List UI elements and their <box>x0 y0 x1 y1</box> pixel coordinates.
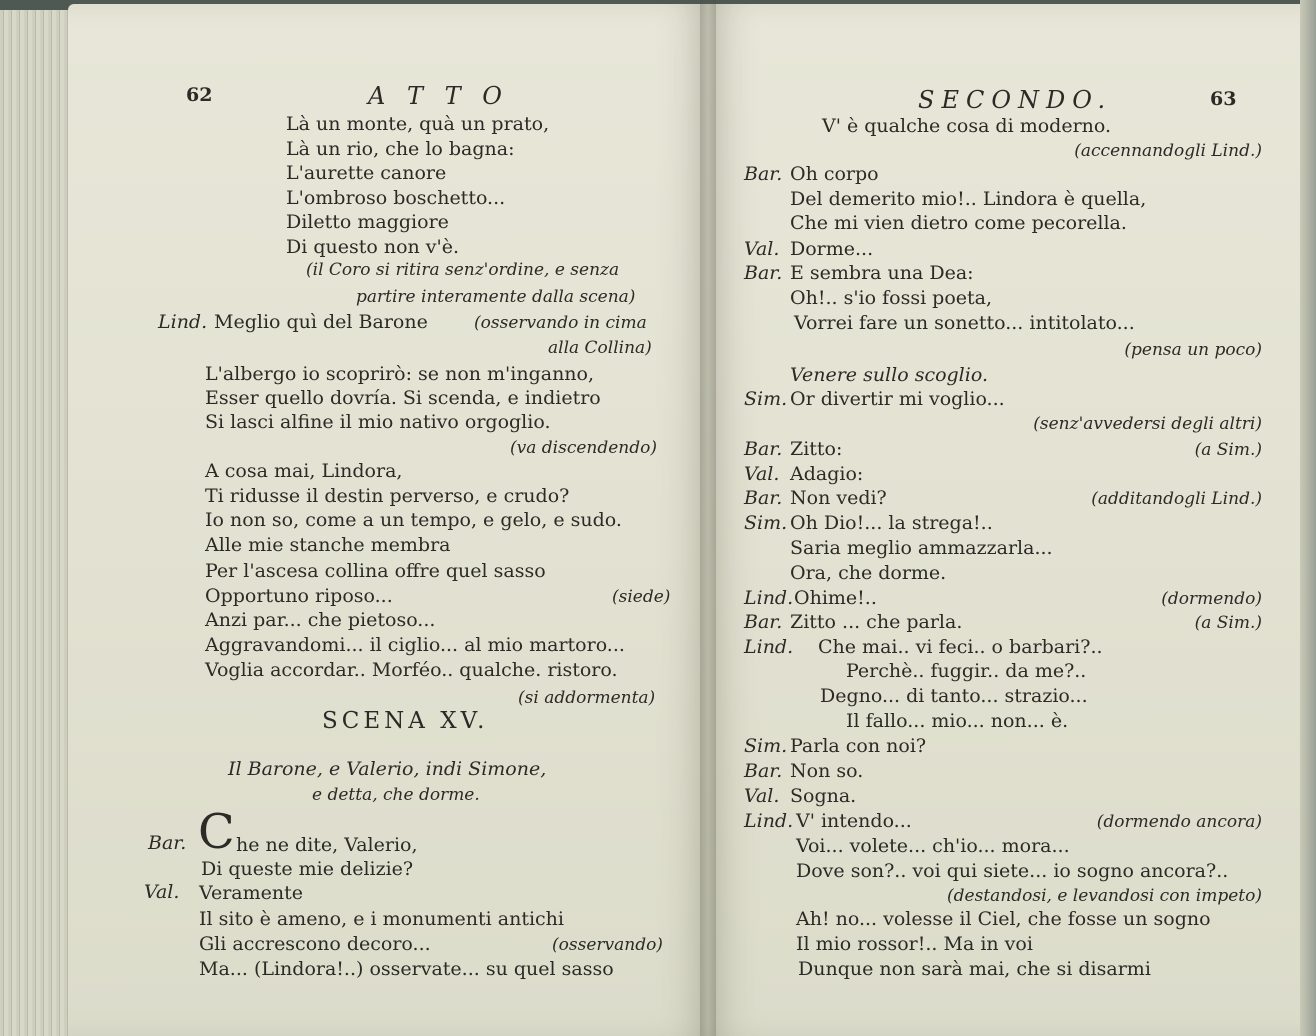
stage-direction: (a Sim.) <box>1194 613 1262 633</box>
stage-direction: (dormendo) <box>1161 589 1262 609</box>
verse-line: Sogna. <box>790 785 857 807</box>
speaker-label: Lind. <box>744 636 794 658</box>
speaker-label: Lind. <box>744 587 794 609</box>
stage-direction: (va discendendo) <box>510 438 657 458</box>
speaker-label: Val. <box>744 785 780 807</box>
speaker-label: Bar. <box>744 163 783 185</box>
speaker-label: Lind. <box>744 810 794 832</box>
stage-direction: (osservando in cima <box>474 313 647 333</box>
verse-line: Che mai.. vi feci.. o barbari?.. <box>818 636 1103 658</box>
verse-line: Non vedi? <box>790 487 887 509</box>
verse-line: Diletto maggiore <box>286 211 449 233</box>
verse-line: Ora, che dorme. <box>790 562 947 584</box>
stage-direction: alla Collina) <box>548 338 652 358</box>
verse-line: Vorrei fare un sonetto... intitolato... <box>794 312 1135 334</box>
verse-line: Voglia accordar.. Morféo.. qualche. ristoro. <box>205 659 618 681</box>
verse-line: Là un monte, quà un prato, <box>286 113 550 135</box>
speaker-label: Bar. <box>148 832 187 854</box>
verse-line: V' intendo... <box>796 810 912 832</box>
verse-line: Che mi vien dietro come pecorella. <box>790 212 1127 234</box>
verse-line: Venere sullo scoglio. <box>790 364 988 386</box>
verse-line: Il fallo... mio... non... è. <box>846 710 1069 732</box>
stage-direction: (il Coro si ritira senz'ordine, e senza <box>306 260 620 280</box>
scene-title: SCENA XV. <box>322 708 489 734</box>
stage-direction: (additandogli Lind.) <box>1091 489 1262 509</box>
right-page-edge <box>1300 0 1316 1036</box>
verse-line: Oh corpo <box>790 163 879 185</box>
speaker-label: Lind. <box>158 311 208 333</box>
verse-line: Ah! no... volesse il Ciel, che fosse un sogno <box>796 908 1211 930</box>
speaker-label: Bar. <box>744 760 783 782</box>
verse-line: Si lasci alfine il mio nativo orgoglio. <box>205 411 551 433</box>
speaker-label: Bar. <box>744 611 783 633</box>
verse-line: Saria meglio ammazzarla... <box>790 537 1053 559</box>
stage-direction: (accennandogli Lind.) <box>1074 141 1262 161</box>
verse-line: Del demerito mio!.. Lindora è quella, <box>790 188 1147 210</box>
verse-line: Gli accrescono decoro... <box>199 933 431 955</box>
verse-line: Dove son?.. voi qui siete... io sogno ancora?.. <box>796 860 1229 882</box>
speaker-label: Bar. <box>744 487 783 509</box>
speaker-label: Val. <box>144 881 180 903</box>
speaker-label: Bar. <box>744 262 783 284</box>
speaker-label: Val. <box>744 463 780 485</box>
speaker-label: Bar. <box>744 438 783 460</box>
stage-direction: (destandosi, e levandosi con impeto) <box>947 886 1262 906</box>
verse-line: Esser quello dovría. Si scenda, e indietro <box>205 387 601 409</box>
verse-line: Zitto ... che parla. <box>790 611 963 633</box>
verse-line: Parla con noi? <box>790 735 927 757</box>
book-gutter <box>700 0 716 1036</box>
verse-line: Veramente <box>199 882 304 904</box>
verse-line: L'albergo io scoprirò: se non m'inganno, <box>205 363 595 385</box>
verse-line: Il mio rossor!.. Ma in voi <box>796 933 1033 955</box>
stage-direction: (a Sim.) <box>1194 440 1262 460</box>
verse-line: Dunque non sarà mai, che si disarmi <box>798 958 1151 980</box>
verse-line: Or divertir mi voglio... <box>790 388 1005 410</box>
scene-cast: e detta, che dorme. <box>312 785 480 805</box>
stage-direction: (siede) <box>612 587 671 607</box>
verse-line: Là un rio, che lo bagna: <box>286 138 515 160</box>
verse-line: Di queste mie delizie? <box>201 858 414 880</box>
verse-line: Oh Dio!... la strega!.. <box>790 512 993 534</box>
verse-line: Non so. <box>790 760 864 782</box>
verse-line: Meglio quì del Barone <box>214 311 428 333</box>
verse-line: E sembra una Dea: <box>790 262 974 284</box>
verse-line: Dorme... <box>790 238 874 260</box>
verse-line: L'aurette canore <box>286 162 447 184</box>
verse-line: Adagio: <box>790 463 864 485</box>
verse-line: Ohime!.. <box>794 587 877 609</box>
speaker-label: Sim. <box>744 512 788 534</box>
verse-line: Per l'ascesa collina offre quel sasso <box>205 560 546 582</box>
scene-cast: Il Barone, e Valerio, indi Simone, <box>228 758 547 780</box>
verse-line: Il sito è ameno, e i monumenti antichi <box>199 908 564 930</box>
verse-line: L'ombroso boschetto... <box>286 187 506 209</box>
stage-direction: (dormendo ancora) <box>1096 812 1262 832</box>
verse-line: Io non so, come a un tempo, e gelo, e sudo. <box>205 509 622 531</box>
speaker-label: Sim. <box>744 735 788 757</box>
verse-line: Opportuno riposo... <box>205 585 393 607</box>
verse-line: Degno... di tanto... strazio... <box>820 685 1088 707</box>
verse-line: Anzi par... che pietoso... <box>205 609 436 631</box>
verse-line: A cosa mai, Lindora, <box>205 460 403 482</box>
running-head-left: A T T O <box>368 82 509 110</box>
verse-line: Ma... (Lindora!..) osservate... su quel sasso <box>199 958 614 980</box>
drop-cap: C <box>198 804 235 860</box>
verse-line: Alle mie stanche membra <box>205 534 451 556</box>
stage-direction: partire interamente dalla scena) <box>356 287 636 307</box>
speaker-label: Val. <box>744 238 780 260</box>
verse-line: Voi... volete... ch'io... mora... <box>796 835 1070 857</box>
verse-line: Ti ridusse il destin perverso, e crudo? <box>205 485 570 507</box>
page-number-left: 62 <box>186 84 213 106</box>
running-head-right: SECONDO. <box>918 86 1113 114</box>
stage-direction: (pensa un poco) <box>1124 340 1262 360</box>
stage-direction: (senz'avvedersi degli altri) <box>1033 414 1262 434</box>
verse-line: he ne dite, Valerio, <box>236 834 418 856</box>
verse-line: Aggravandomi... il ciglio... al mio martoro... <box>205 634 625 656</box>
verse-line: Di questo non v'è. <box>286 236 460 258</box>
speaker-label: Sim. <box>744 388 788 410</box>
verse-line: Perchè.. fuggir.. da me?.. <box>846 660 1087 682</box>
verse-line: Zitto: <box>790 438 843 460</box>
stage-direction: (si addormenta) <box>518 688 656 708</box>
verse-line: Oh!.. s'io fossi poeta, <box>790 287 993 309</box>
stage-direction: (osservando) <box>552 935 663 955</box>
verse-line: V' è qualche cosa di moderno. <box>822 115 1112 137</box>
page-number-right: 63 <box>1210 88 1237 110</box>
